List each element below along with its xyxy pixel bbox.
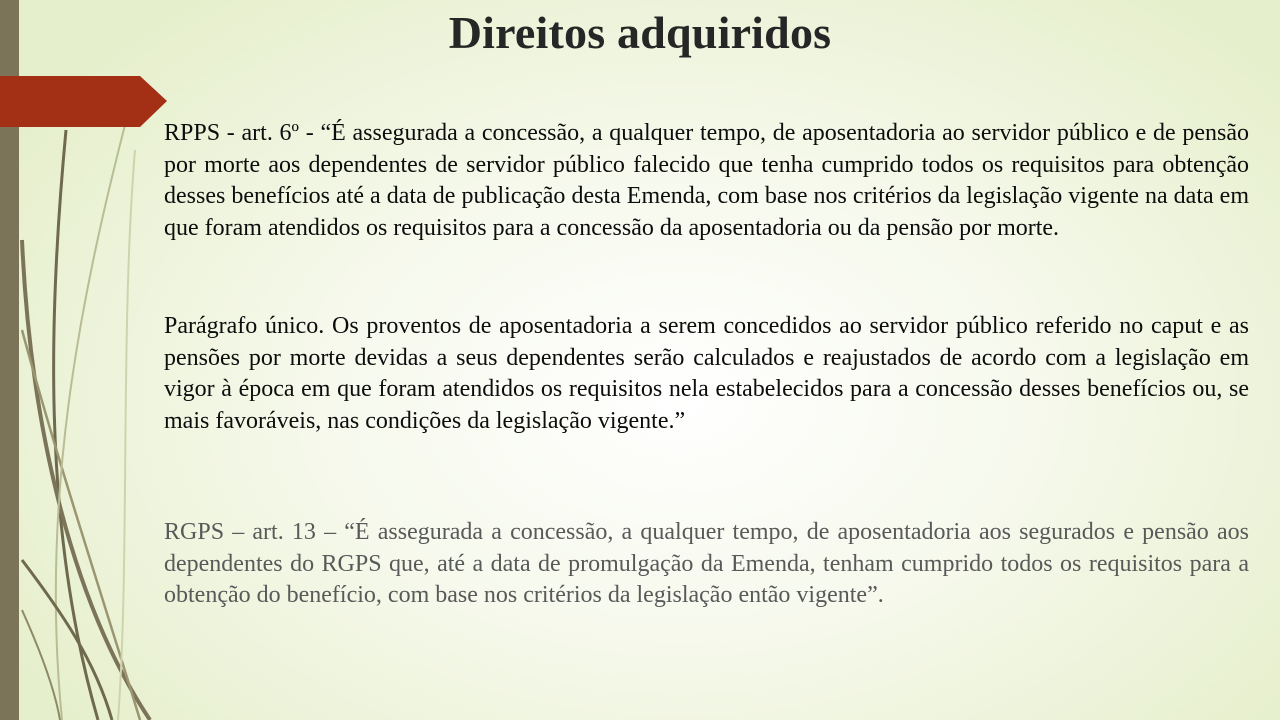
- paragrafo-unico-paragraph: Parágrafo único. Os proventos de aposentadoria a serem concedidos ao servidor público referido no caput e as pensões por morte devidas a seus dependentes serão calculados e reajustados de acordo com a legislação em vigor à época em que foram atendidos os requisitos nela estabelecidos para a concessão desses benefícios ou, se mais favoráveis, nas condições da legislação vigente.”: [164, 313, 1249, 434]
- rgps-article-13-paragraph: RGPS – art. 13 – “É assegurada a concessão, a qualquer tempo, de aposentadoria aos segurados e pensão aos dependentes do RGPS que, até a data de promulgação da Emenda, tenham cumprido todos os requisitos para a obtenção do benefício, com base nos critérios da legislação então vigente”.: [164, 519, 1249, 608]
- slide-title: Direitos adquiridos: [448, 7, 832, 58]
- rpps-article-6-paragraph: RPPS - art. 6º - “É assegurada a concessão, a qualquer tempo, de aposentadoria ao servidor público e de pensão por morte aos dependentes de servidor público falecido que tenha cumprido todos os requisitos para obtenção desses benefícios até a data de publicação desta Emenda, com base nos critérios da legislação vigente na data em que foram atendidos os requisitos para a concessão da aposentadoria ou da pensão por morte.: [164, 120, 1249, 241]
